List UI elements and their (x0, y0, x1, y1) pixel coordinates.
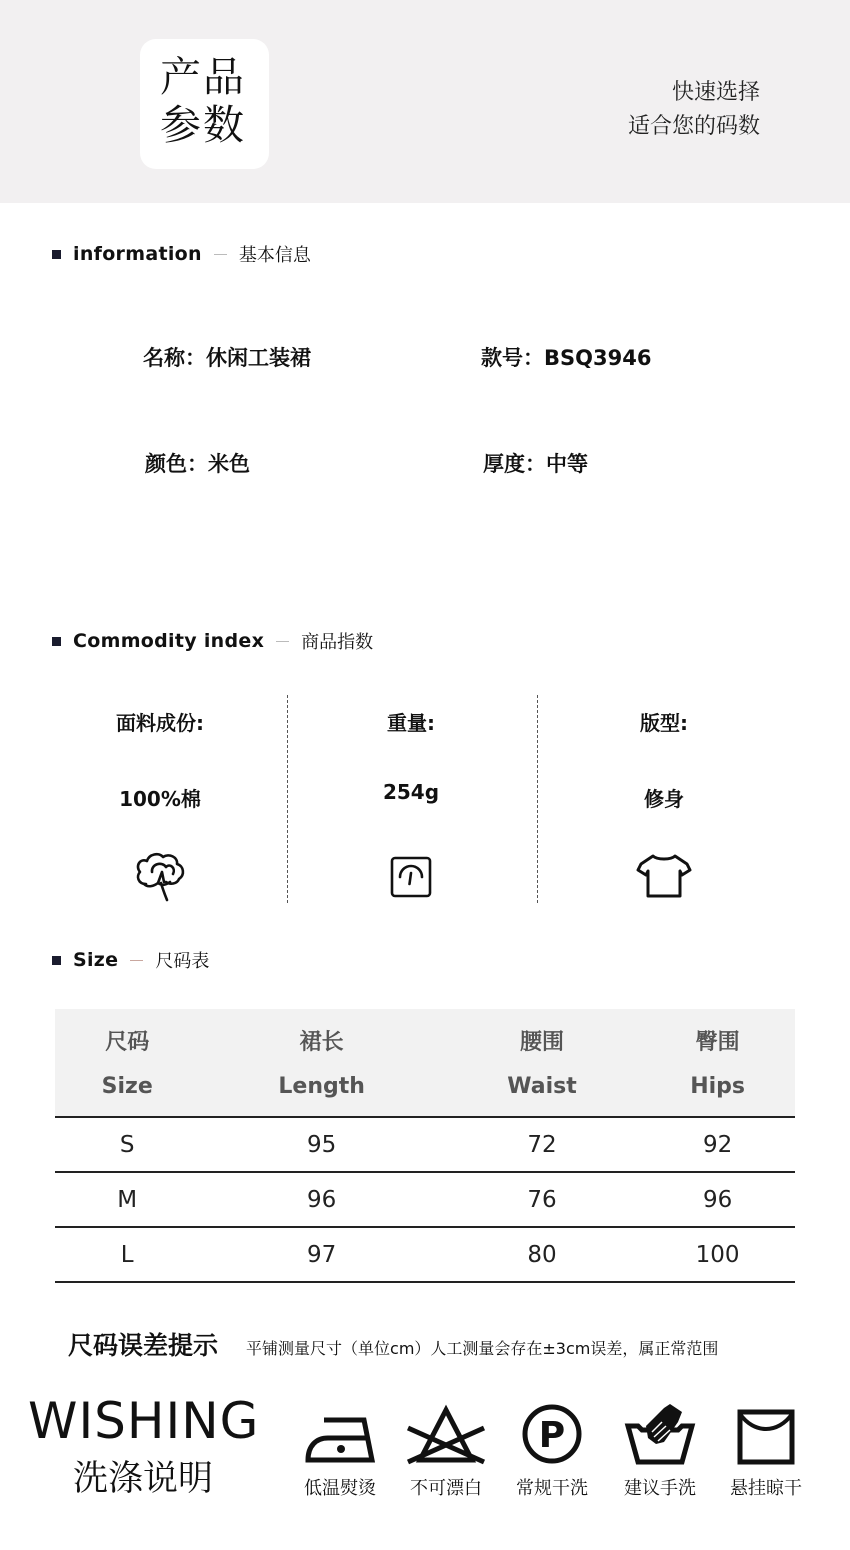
care-symbol-low-iron (290, 1402, 390, 1500)
dry-clean-p-icon (520, 1402, 584, 1466)
tip-title: 尺码误差提示 (68, 1331, 219, 1360)
section-heading-size (52, 947, 209, 973)
section-heading-commodity-index (52, 628, 373, 654)
divider-dash (130, 960, 143, 961)
cell-length: 95 (199, 1117, 443, 1172)
iron-low-icon (302, 1402, 378, 1466)
info-value: 米色 (208, 452, 250, 476)
section-title-zh: 基本信息 (238, 245, 311, 266)
washing-brand-zh: 洗涤说明 (72, 1459, 213, 1499)
cell-size: M (55, 1172, 199, 1227)
care-label: 低温熨烫 (304, 1478, 376, 1499)
tip-text: 平铺测量尺寸（单位cm）人工测量会存在±3cm误差，属正常范围 (246, 1339, 719, 1358)
section-title-en: Size (73, 949, 119, 971)
index-label: 面料成份: (116, 711, 204, 735)
info-thickness (483, 448, 588, 478)
cell-hips: 92 (640, 1117, 795, 1172)
care-symbol-dry-clean (502, 1402, 602, 1500)
info-color (145, 448, 250, 478)
hand-wash-icon (624, 1402, 696, 1466)
cell-hips: 96 (640, 1172, 795, 1227)
title-card (140, 39, 269, 169)
tagline (628, 76, 760, 144)
section-heading-information (52, 241, 311, 267)
index-weight (311, 695, 511, 903)
washing-brand (28, 1392, 258, 1502)
info-value: 休闲工装裙 (206, 346, 311, 370)
header-size-en: Size (55, 1063, 199, 1117)
size-chart-table (55, 1009, 795, 1283)
bullet-square-icon (52, 956, 61, 965)
care-label: 悬挂晾干 (730, 1478, 802, 1499)
size-error-tip (68, 1326, 718, 1362)
info-label: 颜色： (145, 452, 208, 476)
cell-waist: 72 (444, 1117, 640, 1172)
section-title-en: information (73, 243, 202, 265)
index-label: 版型: (640, 711, 688, 735)
washing-brand-en: WISHING (28, 1392, 260, 1450)
info-label: 款号： (481, 346, 544, 370)
index-value: 254g (382, 780, 440, 804)
table-row (55, 1172, 795, 1227)
index-fit (564, 695, 764, 903)
svg-text:P: P (538, 1415, 566, 1456)
header-size-zh: 尺码 (105, 1029, 150, 1055)
info-value: 中等 (546, 452, 588, 476)
bullet-square-icon (52, 637, 61, 646)
header-length-en: Length (199, 1063, 443, 1117)
cell-length: 97 (199, 1227, 443, 1282)
tagline-line-2: 适合您的码数 (627, 114, 760, 139)
table-row (55, 1227, 795, 1282)
header-banner (0, 0, 850, 203)
index-fabric (60, 695, 260, 903)
no-bleach-icon (402, 1402, 490, 1466)
header-waist-zh: 腰围 (520, 1029, 565, 1055)
care-symbol-line-dry (716, 1402, 816, 1500)
header-waist-en: Waist (444, 1063, 640, 1117)
cell-waist: 80 (444, 1227, 640, 1282)
info-label: 名称： (143, 346, 206, 370)
cotton-icon (132, 850, 188, 906)
care-symbol-hand-wash (610, 1402, 710, 1500)
index-label: 重量: (387, 711, 435, 735)
header-row-en (55, 1063, 795, 1117)
line-dry-icon (734, 1402, 798, 1466)
title-line-2: 参数 (160, 101, 246, 149)
info-name (143, 342, 311, 372)
section-title-zh: 商品指数 (301, 632, 374, 653)
column-divider (287, 695, 288, 903)
care-label: 常规干洗 (516, 1478, 588, 1499)
header-row-zh (55, 1009, 795, 1063)
table-row (55, 1117, 795, 1172)
tagline-line-1: 快速选择 (671, 80, 760, 105)
header-hips-zh: 臀围 (695, 1029, 740, 1055)
info-value: BSQ3946 (544, 346, 652, 370)
index-value: 100%棉 (119, 787, 201, 811)
info-style-number (481, 342, 651, 372)
care-symbol-no-bleach (396, 1402, 496, 1500)
scale-icon (390, 856, 432, 902)
care-label: 建议手洗 (624, 1478, 696, 1499)
tshirt-icon (636, 853, 692, 903)
cell-waist: 76 (444, 1172, 640, 1227)
index-value: 修身 (644, 787, 684, 811)
divider-dash (276, 641, 289, 642)
info-label: 厚度： (483, 452, 546, 476)
cell-hips: 100 (640, 1227, 795, 1282)
header-length-zh: 裙长 (299, 1029, 344, 1055)
bullet-square-icon (52, 250, 61, 259)
section-title-en: Commodity index (73, 630, 265, 652)
cell-size: L (55, 1227, 199, 1282)
care-label: 不可漂白 (410, 1478, 482, 1499)
divider-dash (214, 254, 227, 255)
cell-size: S (55, 1117, 199, 1172)
title-line-1: 产品 (160, 53, 246, 101)
section-title-zh: 尺码表 (155, 951, 210, 972)
header-hips-en: Hips (640, 1063, 795, 1117)
column-divider (537, 695, 538, 903)
cell-length: 96 (199, 1172, 443, 1227)
